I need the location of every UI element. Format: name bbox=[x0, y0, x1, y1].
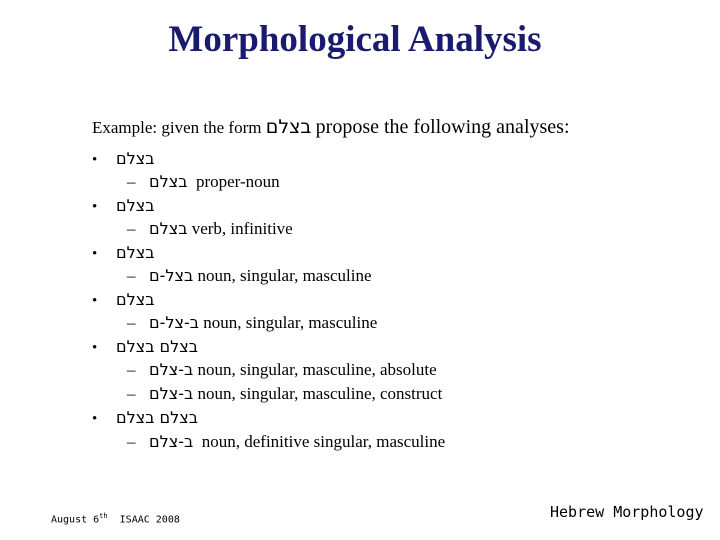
analysis-form: בצלם בצלם bbox=[116, 408, 198, 427]
analysis-segmentation: בצל-ם bbox=[149, 266, 194, 285]
analysis-description: noun, definitive singular, masculine bbox=[201, 432, 446, 451]
analysis-sub-item bbox=[127, 383, 442, 405]
footer-date: August 6 bbox=[51, 514, 100, 526]
footer-date-event bbox=[51, 512, 180, 525]
analysis-description: noun, singular, masculine, absolute bbox=[197, 360, 437, 379]
analysis-item bbox=[92, 242, 154, 265]
dash-icon: – bbox=[127, 172, 136, 191]
dash-icon: – bbox=[127, 313, 136, 332]
dash-icon: – bbox=[127, 384, 136, 403]
bullet-icon: • bbox=[92, 246, 98, 262]
analysis-description: proper-noun bbox=[195, 172, 280, 191]
analysis-sub-item bbox=[127, 265, 372, 287]
intro-suffix: propose the following analyses: bbox=[315, 116, 570, 138]
footer-event: ISAAC 2008 bbox=[119, 514, 180, 526]
analysis-sub-item bbox=[127, 431, 445, 453]
dash-icon: – bbox=[127, 432, 136, 451]
analysis-sub-item bbox=[127, 171, 280, 193]
analysis-description: verb, infinitive bbox=[191, 219, 293, 238]
analysis-form: בצלם bbox=[116, 149, 155, 168]
analysis-item bbox=[92, 407, 198, 430]
dash-icon: – bbox=[127, 360, 136, 379]
analysis-sub-item bbox=[127, 359, 437, 381]
bullet-icon: • bbox=[92, 340, 98, 356]
bullet-icon: • bbox=[92, 199, 98, 215]
dash-icon: – bbox=[127, 266, 136, 285]
analysis-description: noun, singular, masculine bbox=[197, 266, 372, 285]
analysis-item bbox=[92, 195, 154, 218]
analysis-item bbox=[92, 289, 154, 312]
dash-icon: – bbox=[127, 219, 136, 238]
analysis-segmentation: ב-צלם bbox=[149, 384, 194, 403]
analysis-form: בצלם bbox=[116, 290, 155, 309]
analysis-item bbox=[92, 148, 154, 171]
analysis-description: noun, singular, masculine bbox=[203, 313, 378, 332]
analysis-sub-item bbox=[127, 218, 293, 240]
bullet-icon: • bbox=[92, 152, 98, 168]
analysis-item bbox=[92, 336, 198, 359]
analysis-sub-item bbox=[127, 312, 377, 334]
analysis-form: בצלם בצלם bbox=[116, 337, 198, 356]
bullet-icon: • bbox=[92, 293, 98, 309]
analysis-form: בצלם bbox=[116, 243, 155, 262]
footer-topic: Hebrew Morphology bbox=[550, 503, 704, 521]
slide-title: Morphological Analysis bbox=[168, 19, 542, 60]
analysis-segmentation: בצלם bbox=[149, 219, 188, 238]
intro-form: בצלם bbox=[265, 116, 312, 138]
intro-line bbox=[92, 116, 712, 139]
bullet-icon: • bbox=[92, 411, 98, 427]
analysis-segmentation: ב-צלם bbox=[149, 432, 194, 451]
analysis-segmentation: בצלם bbox=[149, 172, 188, 191]
analysis-segmentation: ב-צל-ם bbox=[149, 313, 199, 332]
analysis-form: בצלם bbox=[116, 196, 155, 215]
analysis-segmentation: ב-צלם bbox=[149, 360, 194, 379]
footer-date-suffix: th bbox=[99, 512, 108, 520]
intro-prefix: Example: given the form bbox=[92, 118, 262, 137]
analysis-description: noun, singular, masculine, construct bbox=[197, 384, 443, 403]
